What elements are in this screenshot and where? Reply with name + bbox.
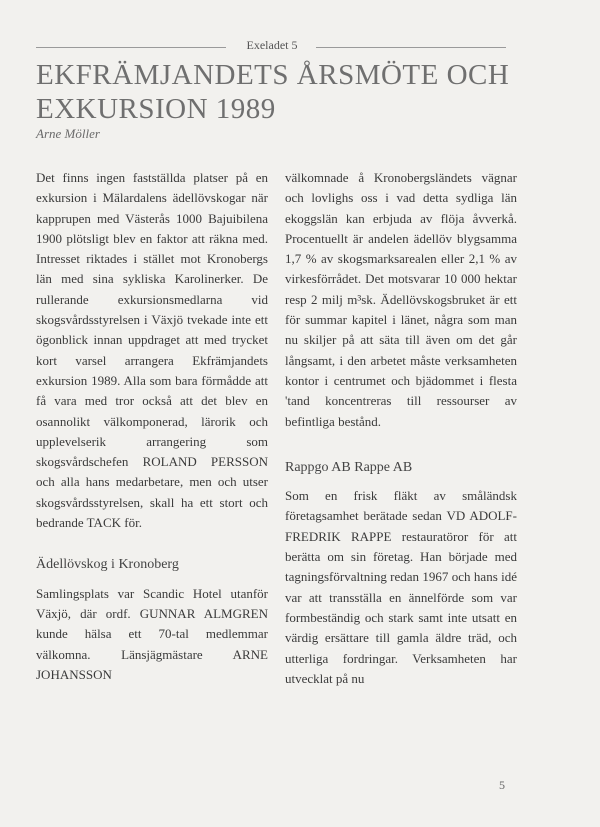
right-subheading: Rappgo AB Rappe AB — [285, 459, 413, 475]
left-column — [36, 168, 268, 685]
page-number: 5 — [499, 778, 505, 792]
left-body-paragraph: Samlingsplats var Scandic Hotel utanför Växjö, där ordf. GUNNAR ALMGREN kunde hälsa ett 70-tal medlemmar välkomna. Länsjägmästare ARNE JOHANSSON — [36, 585, 268, 682]
left-intro-paragraph: Det finns ingen fastställda platser på en exkursion i Mälardalens ädellövskogar när kapprupen med Västerås 1000 Bajuibilena 1900 plötsligt blev en faktor att räkna med. Intresset riktades i stället mot Kronobergs län med sina sykliska Karolinerker. De rullerande exkursionsmedlarna vid skogsvårdsstyrelsen i Växjö tvekade inte ett ögonblick innan uppdraget att med trycket kort varsel arrangera Ekfrämjandets exkursion 1989. Alla som bara förmådde att få vara med tror också att det blev en osannolikt välkomponerad, lärorik och upplevelserik arrangering som skogsvårdschefen ROLAND PERSSON och alla hans medarbetare, men och utser skogsvårdsstyrelsen, skall ha ett stort och bedrande TACK för. — [36, 170, 268, 531]
right-intro-paragraph: välkomnade å Kronobergsländets vägnar och lovlighs oss i vad detta sydliga län ekoggslän kan erbjuda av flöja åvverkå. Procentuellt är andelen ädellöv blygsamma 1,7 % av skogsmarksarealen eller 2,1 % av virkesförrådet. Det motsvarar 10 000 hektar resp 2 milj m³sk. Ädellövskogsbruket är ett för summar kapitel i länet, några som man nu skiljer på att säta till även om det går långsamt, i den arbetet måste verksamheten kontor i centrumet och bjädommet i flesta 'tand koncentreras till ressourser av befintliga bestånd. — [285, 170, 517, 429]
header-rule-left — [36, 47, 226, 48]
article-title: EKFRÄMJANDETS ÅRSMÖTE OCH EXKURSION 1989 — [36, 59, 510, 125]
left-subheading: Ädellövskog i Kronoberg — [36, 557, 179, 573]
article-author: Arne Möller — [36, 126, 100, 141]
header-rule-right — [316, 47, 506, 48]
right-body-paragraph: Som en frisk fläkt av småländsk företagsamhet berätade sedan VD ADOLF-FREDRIK RAPPE restauratöror för att berätta om sin företag. Han började med tagningsförvaltning redan 1967 och hans idé var att transställa en ännelförde som var formbeständig och stark samt inte utsatt en värdig ersättare till gamla äldre träd, och utterliga fordringar. Verksamheten har utvecklat på nu — [285, 488, 517, 686]
running-header: Exeladet 5 — [246, 38, 298, 52]
right-column — [285, 168, 517, 689]
